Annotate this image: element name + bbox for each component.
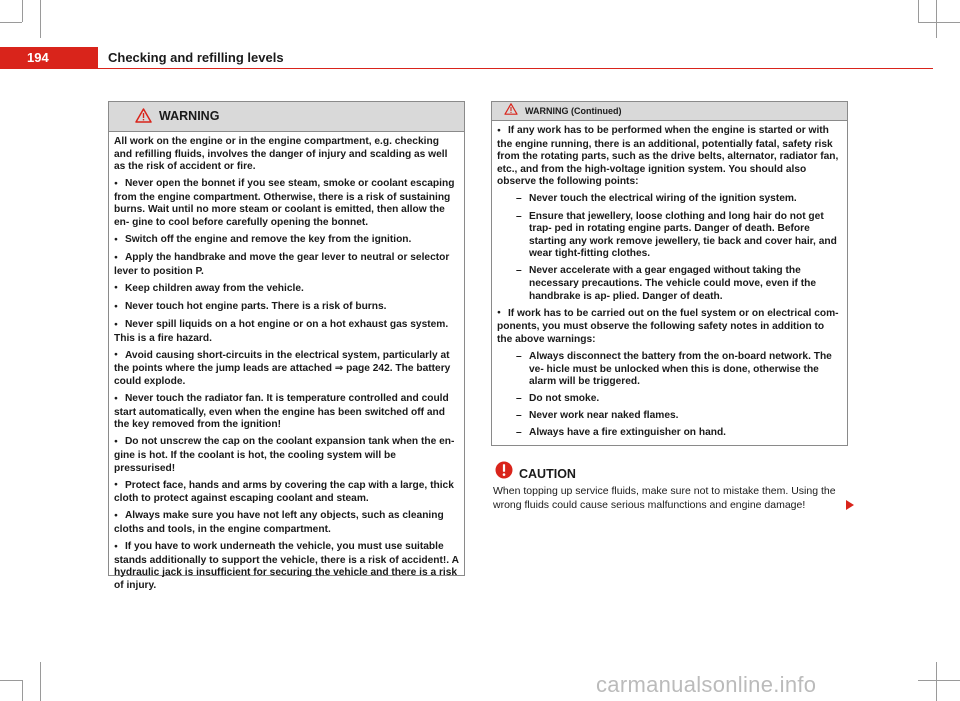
warning-bullet: ● Never spill liquids on a hot engine or on a hot exhaust gas system. This is a fire hazard. (114, 319, 459, 345)
warning-bullet: ● If any work has to be performed when the engine is started or with the engine running, there is an additional, potentially fatal, safety risk from the rotating parts, such as the drive belts, alternator, radiator fan, etc., and from the high-voltage ignition system. You should also observe the following points: (497, 125, 842, 189)
warning-subitem: – Never work near naked flames. (497, 410, 842, 423)
warning-subitem: – Always disconnect the battery from the on-board network. The ve- hicle must be unlocked when this is done, otherwise the alarm will be triggered. (497, 351, 842, 389)
watermark: carmanualsonline.info (596, 672, 817, 697)
warning-bullet: ● Apply the handbrake and move the gear lever to neutral or selector lever to position P. (114, 252, 459, 278)
warning-subitem: – Always have a fire extinguisher on hand. (497, 427, 842, 440)
crop-mark (22, 0, 23, 22)
warning-subitem: – Never accelerate with a gear engaged without taking the necessary precautions. The vehicle could move, even if the handbrake is ap- plied. Danger of death. (497, 265, 842, 303)
crop-mark (40, 0, 41, 38)
page-title: Checking and refilling levels (108, 50, 284, 65)
warning-bullet: ● Never touch the radiator fan. It is temperature controlled and could start automatically, even when the engine has been switched off and the key removed from the ignition! (114, 393, 459, 432)
crop-mark (918, 680, 960, 681)
crop-mark (22, 680, 23, 701)
crop-mark (936, 662, 937, 701)
continue-arrow-icon (845, 497, 855, 515)
warning-box (108, 101, 465, 591)
warning-subitem: – Do not smoke. (497, 393, 842, 406)
caution-icon (494, 460, 514, 485)
warning-subitem: – Ensure that jewellery, loose clothing and long hair do not get trap- ped in rotating engine parts. Danger of death. Before starting any work remove jewellery, tie back and cover hair, and wear tight-fitting clothes. (497, 211, 842, 261)
warning-bullet: ● Avoid causing short-circuits in the electrical system, particularly at the points where the jump leads are attached ⇒ page 242. The battery could explode. (114, 350, 459, 389)
warning-bullet: ● If you have to work underneath the vehicle, you must use suitable stands additionally to support the vehicle, there is a risk of accident!. A hydraulic jack is insufficient for securing the vehicle and there is a risk of injury. (114, 541, 459, 592)
warning-bullet: ● Always make sure you have not left any objects, such as cleaning cloths and tools, in the engine compartment. (114, 510, 459, 536)
warning-bullet: ● Do not unscrew the cap on the coolant expansion tank when the en- gine is hot. If the coolant is hot, the cooling system will be pressurised! (114, 436, 459, 475)
warning-intro: All work on the engine or in the engine compartment, e.g. checking and refilling fluids, involves the danger of injury and scalding as well as the risk of accident or fire. (114, 136, 448, 173)
warning-bullet: ● Never touch hot engine parts. There is a risk of burns. (114, 301, 459, 315)
crop-mark (40, 662, 41, 701)
warning-bullet: ● Keep children away from the vehicle. (114, 283, 459, 297)
crop-mark (918, 0, 919, 22)
page-number: 194 (0, 47, 98, 69)
warning-triangle-icon (504, 103, 518, 119)
warning-subitem: – Never touch the electrical wiring of the ignition system. (497, 193, 842, 206)
header-rule (98, 68, 933, 69)
warning-continued-body (492, 121, 847, 440)
caution-title: CAUTION (519, 467, 576, 481)
crop-mark (936, 0, 937, 38)
warning-bullet: ● Never open the bonnet if you see steam, smoke or coolant escaping from the engine compartment. Otherwise, there is a risk of sustaining burns. Wait until no more steam or coolant is emitted, then allow the en- gine to cool before carefully opening the bonnet. (114, 178, 459, 229)
warning-header (109, 102, 464, 132)
warning-body (109, 132, 464, 592)
warning-bullet: ● If work has to be carried out on the fuel system or on electrical com- ponents, you must observe the following safety notes in addition to the above warnings: (497, 308, 842, 347)
warning-title: WARNING (159, 109, 220, 124)
warning-triangle-icon (135, 108, 152, 126)
crop-mark (918, 22, 960, 23)
warning-continued-box (491, 101, 848, 446)
warning-bullet: ● Switch off the engine and remove the key from the ignition. (114, 234, 459, 248)
caution-text: When topping up service fluids, make sure not to mistake them. Using the wrong fluids could cause serious malfunctions and engine damage! (493, 485, 836, 511)
crop-mark (0, 22, 22, 23)
warning-bullet: ● Protect face, hands and arms by covering the cap with a large, thick cloth to protect against escaping coolant and steam. (114, 480, 459, 506)
crop-mark (0, 680, 22, 681)
warning-continued-header (492, 102, 847, 121)
warning-continued-title: WARNING (Continued) (525, 105, 622, 116)
